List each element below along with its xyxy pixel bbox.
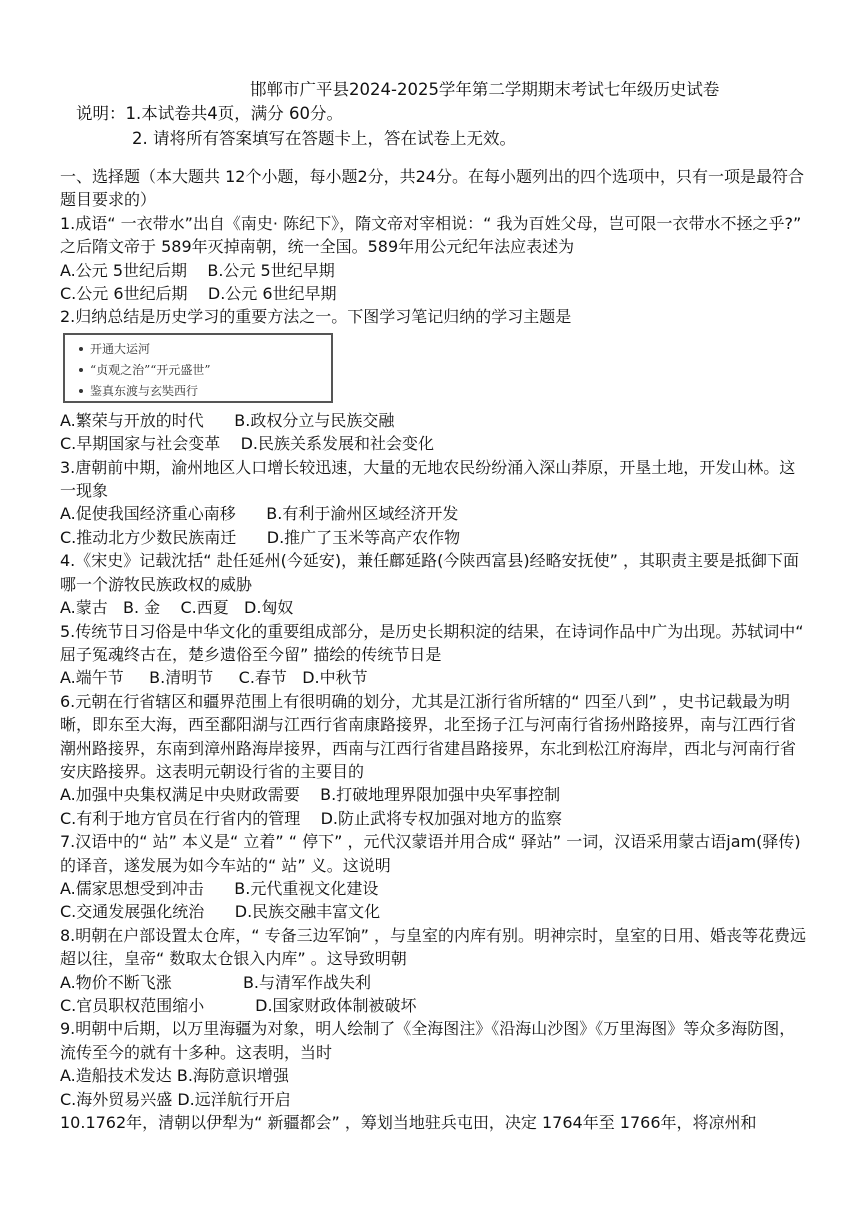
note-item: 开通大运河: [79, 339, 331, 360]
question-stem: 4.《宋史》记载沈括“ 赴任延州(今延安)，兼任鄜延路(今陕西富县)经略安抚使” ，其职责主要是抵御下面哪一个游牧民族政权的威胁: [60, 551, 799, 594]
option-line: A.儒家思想受到冲击 B.元代重视文化建设: [60, 878, 379, 898]
question-stem: 3.唐朝前中期，渝州地区人口增长较迅速，大量的无地农民纷纷涌入深山莽原，开垦土地，开发山林。这一现象: [60, 457, 796, 501]
bullet-icon: [79, 368, 83, 372]
question-9: [60, 1017, 808, 1111]
study-notes-image: [63, 333, 333, 403]
question-stem: 5.传统节日习俗是中华文化的重要组成部分，是历史长期积淀的结果，在诗词作品中广为出现。苏轼词中“ 屈子冤魂终古在，楚乡遗俗至今留” 描绘的传统节日是: [60, 621, 804, 664]
exam-title: 邯郸市广平县2024-2025学年第二学期期末考试七年级历史试卷: [250, 80, 720, 99]
question-1: [60, 212, 808, 306]
question-6: [60, 690, 808, 830]
note-item: “贞观之治”“开元盛世”: [79, 360, 331, 381]
option-line: A.物价不断飞涨 B.与清军作战失利: [60, 972, 372, 992]
question-5: [60, 620, 808, 690]
bullet-icon: [79, 347, 83, 351]
option-line: C.推动北方少数民族南迁 D.推广了玉米等高产农作物: [60, 527, 461, 547]
question-7: [60, 830, 808, 924]
question-4: [60, 549, 808, 619]
instruction-line-1: 说明：1.本试卷共4页，满分 60分。: [76, 104, 343, 123]
bullet-icon: [79, 389, 83, 393]
question-8: [60, 924, 808, 1018]
question-stem: 8.明朝在户部设置太仓库，“ 专备三边军饷” ，与皇室的内库有别。明神宗时，皇室的日用、婚丧等花费远超以往，皇帝“ 数取太仓银入内库” 。这导致明朝: [60, 925, 807, 969]
option-line: C.海外贸易兴盛 D.远洋航行开启: [60, 1089, 291, 1109]
option-line: A.造船技术发达 B.海防意识增强: [60, 1066, 289, 1086]
question-stem: 2.归纳总结是历史学习的重要方法之一。下图学习笔记归纳的学习主题是: [60, 307, 572, 327]
option-line: A.繁荣与开放的时代 B.政权分立与民族交融: [60, 410, 395, 430]
option-line: A.端午节 B.清明节 C.春节 D.中秋节: [60, 668, 368, 688]
section-heading: 一、选择题（本大题共 12个小题，每小题2分，共24分。在每小题列出的四个选项中，只有一项是最符合题目要求的）: [60, 167, 804, 210]
option-line: C.公元 6世纪后期 D.公元 6世纪早期: [60, 284, 337, 304]
question-stem: 10.1762年，清朝以伊犁为“ 新疆都会” ，筹划当地驻兵屯田，决定 1764年至 1766年，将凉州和: [60, 1113, 757, 1133]
option-line: A.蒙古 B. 金 C.西夏 D.匈奴: [60, 598, 294, 618]
exam-body: [60, 165, 808, 1134]
option-line: C.早期国家与社会变革 D.民族关系发展和社会变化: [60, 434, 435, 454]
option-line: C.有利于地方官员在行省内的管理 D.防止武将专权加强对地方的监察: [60, 808, 563, 828]
question-3: [60, 456, 808, 550]
option-line: C.官员职权范围缩小 D.国家财政体制被破坏: [60, 996, 417, 1015]
note-item: 鉴真东渡与玄奘西行: [79, 381, 331, 402]
question-10: [60, 1111, 808, 1134]
instruction-line-2: 2. 请将所有答案填写在答题卡上，答在试卷上无效。: [132, 129, 516, 148]
question-stem: 6.元朝在行省辖区和疆界范围上有很明确的划分，尤其是江浙行省所辖的“ 四至八到” ，史书记载最为明晰，即东至大海，西至鄱阳湖与江西行省南康路接界，北至扬子江与河南行省扬州路接界，南与江西行省潮州路接界，东南到漳州路海岸接界，西南与江西行省建昌路接界，东北到松江府海岸，西北与河南行省安庆路接界。这表明元朝设行省的主要目的: [60, 691, 797, 781]
option-line: A.加强中央集权满足中央财政需要 B.打破地理界限加强中央军事控制: [60, 785, 561, 805]
question-stem: 1.成语“ 一衣带水”出自《南史· 陈纪下》，隋文帝对宰相说：“ 我为百姓父母，岂可限一衣带水不拯之乎?” 之后隋文帝于 589年灭掉南朝，统一全国。589年用公元纪年法应表述为: [60, 213, 802, 257]
option-line: C.交通发展强化统治 D.民族交融丰富文化: [60, 902, 381, 922]
option-line: A.公元 5世纪后期 B.公元 5世纪早期: [60, 260, 335, 280]
option-line: A.促使我国经济重心南移 B.有利于渝州区域经济开发: [60, 504, 459, 524]
question-2: [60, 305, 808, 455]
question-stem: 9.明朝中后期，以万里海疆为对象，明人绘制了《全海图注》《沿海山沙图》《万里海图》等众多海防图，流传至今的就有十多种。这表明，当时: [60, 1019, 796, 1062]
question-stem: 7.汉语中的“ 站” 本义是“ 立着” “ 停下” ，元代汉蒙语并用合成“ 驿站” 一词，汉语采用蒙古语jam(驿传)的译音，遂发展为如今车站的“ 站” 义。这说明: [60, 832, 801, 875]
